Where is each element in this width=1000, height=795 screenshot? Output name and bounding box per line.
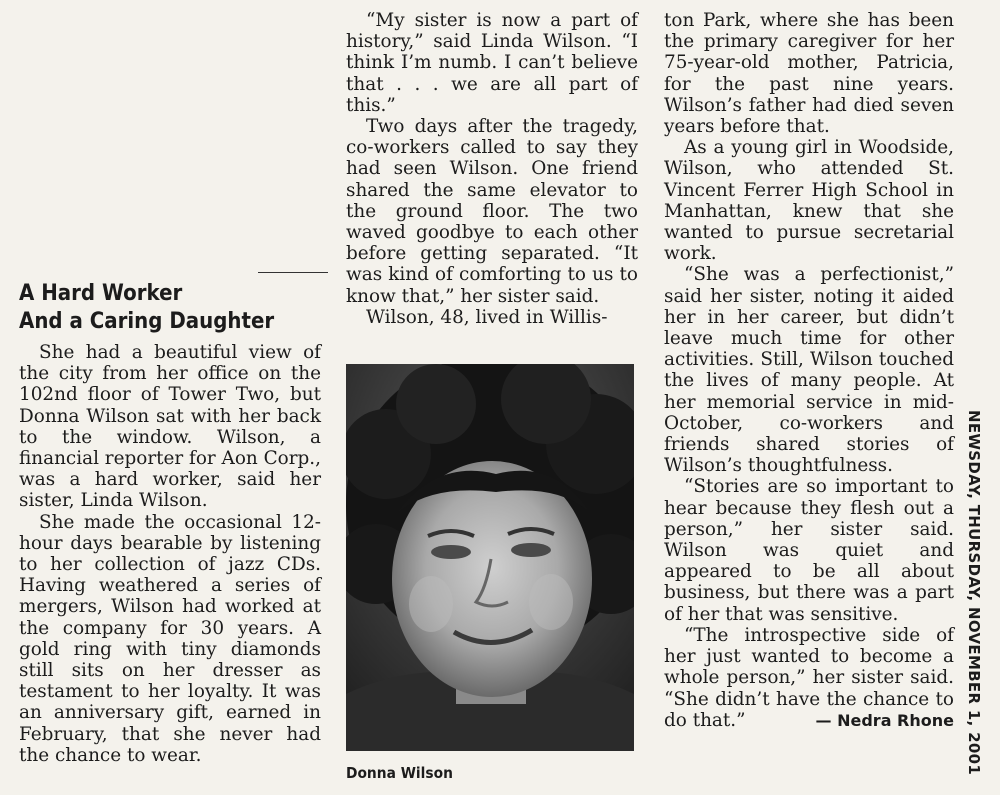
paragraph: “She was a perfectionist,” said her sister, noting it aided her in her career, but didn’t leave much time for other activities. Still, Wilson touched the lives of many people. At her memorial service in mid-October, co-workers and friends shared stories of Wilson’s thoughtfulness. [664,264,954,477]
divider-rule [258,272,328,273]
paragraph: Wilson, 48, lived in Willis- [366,306,608,328]
paragraph: She made the occasional 12-hour days bearable by listening to her collection of jazz CDs. Having weathered a series of mergers, Wilson had worked at the company for 30 years. A gold ring with tiny diamonds still sits on her dresser as testament to her loyalty. It was an anniversary gift, earned in February, that she never had the chance to wear. [19,511,321,766]
article-column-2 [346,10,638,328]
headline-line-1: A Hard Worker [19,281,183,306]
paragraph: “My sister is now a part of history,” said Linda Wilson. “I think I’m numb. I can’t believe that . . . we are all part of this.” [346,10,638,116]
paragraph: ton Park, where she has been the primary caregiver for her 75-year-old mother, Patricia, for the past nine years. Wilson’s father had died seven years before that. [664,10,954,138]
headline-line-2: And a Caring Daughter [19,309,275,334]
article-column-1 [19,342,321,766]
photo-caption: Donna Wilson [346,764,453,782]
paragraph-last [664,625,954,731]
portrait-photo [346,364,634,751]
paragraph: She had a beautiful view of the city from her office on the 102nd floor of Tower Two, but Donna Wilson sat with her back to the window. Wilson, a financial reporter for Aon Corp., was a hard worker, said her sister, Linda Wilson. [19,342,321,512]
paragraph: Two days after the tragedy, co-workers called to say they had seen Wilson. One friend shared the same elevator to the ground floor. The two waved goodbye to each other before getting separated. “It was kind of comforting to us to know that,” her sister said. [346,116,638,307]
paragraph: As a young girl in Woodside, Wilson, who attended St. Vincent Ferrer High School in Manhattan, knew that she wanted to pursue secretarial work. [664,137,954,265]
publication-date-note: NEWSDAY, THURSDAY, NOVEMBER 1, 2001 [965,410,983,776]
byline: — Nedra Rhone [815,710,954,730]
paragraph: “Stories are so important to hear because they flesh out a person,” her sister said. Wilson was quiet and appeared to be all about business, but there was a part of her that was sensitive. [664,476,954,625]
headline [19,280,307,336]
paragraph-text: “The introspective side of her just wanted to become a whole person,” her sister said. “She didn’t have the chance to do that.” [664,624,954,731]
article-column-3 [664,10,954,731]
portrait-image [346,364,634,751]
